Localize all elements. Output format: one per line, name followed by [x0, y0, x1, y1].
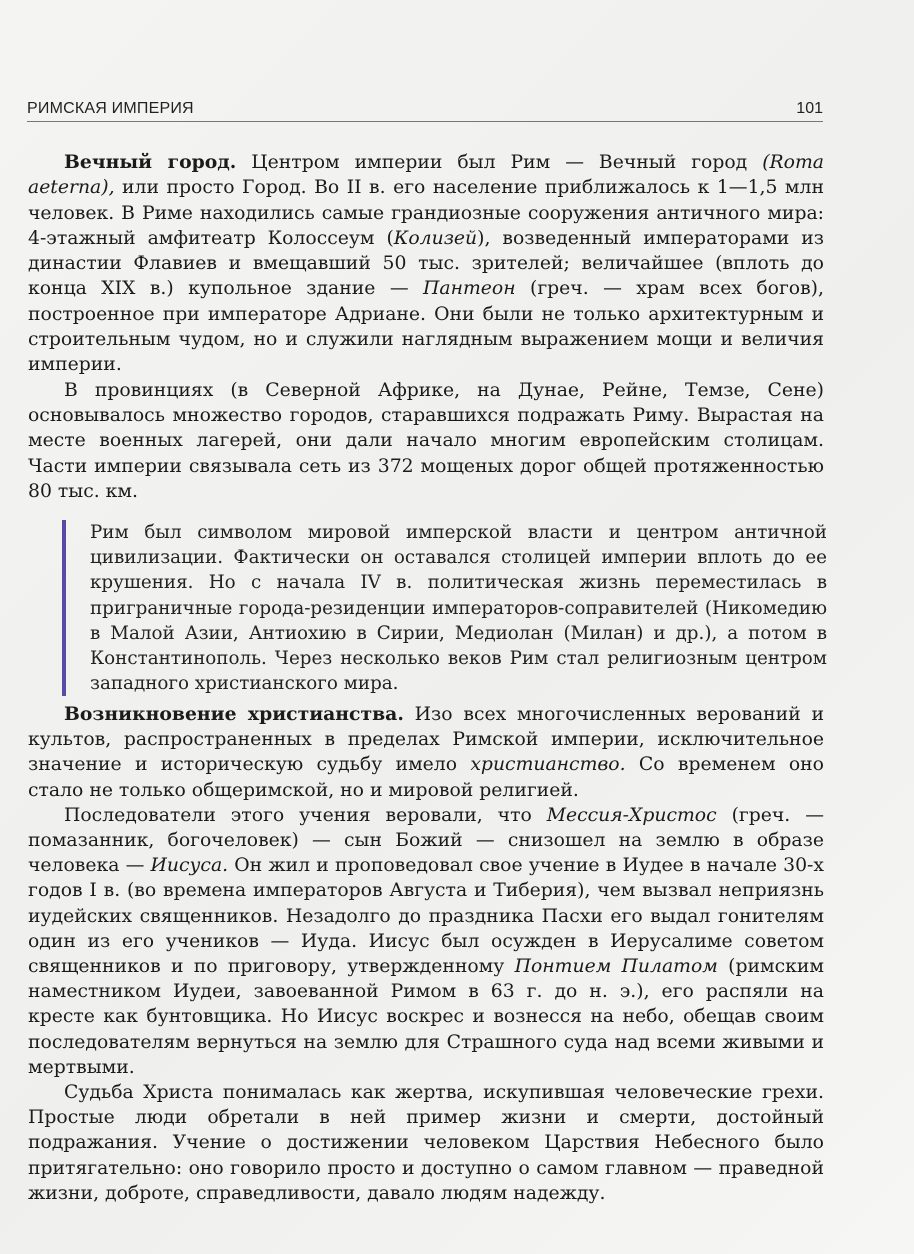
term-messiah: Мессия-Христос: [546, 804, 717, 826]
paragraph-eternal-city-1: [28, 150, 824, 378]
text-fragment: ), возведенный императорами из династии Флавиев и вмещавший 50 тыс. зрителей; величайшее (вплоть до конца XIX в.) купольное здание —: [28, 227, 824, 300]
paragraph-christianity-1: [28, 702, 824, 803]
text-fragment: (греч. — храм всех богов), построенное при императоре Адриане. Они были не только архитектурным и строительным чудом, но и служили наглядным выражением мощи и величия империи.: [28, 278, 824, 376]
running-title: РИМСКАЯ ИМПЕРИЯ: [27, 100, 194, 117]
term-pilate: Понтием Пилатом: [514, 956, 718, 978]
page-header: [27, 97, 823, 122]
term-pantheon: Пантеон: [423, 278, 516, 300]
text-fragment: (греч. — помазанник, богочеловек) — сын Божий — снизошел на землю в образе человека —: [28, 804, 824, 877]
paragraph-eternal-city-2: В провинциях (в Северной Африке, на Дунае, Рейне, Темзе, Сене) основывалось множество городов, старавшихся подражать Риму. Вырастая на месте военных лагерей, они дали начало многим европейским столицам. Части империи связывала сеть из 372 мощеных дорог общей протяженностью 80 тыс. км.: [28, 379, 824, 502]
text-fragment: Он жил и проповедовал свое учение в Иудее в начале 30-х годов I в. (во времена императоров Августа и Тиберия), чем вызвал неприязнь иудейских священников. Незадолго до праздника Пасхи его выдал гонителям один из его учеников — Иуда. Иисус был осужден в Иерусалиме советом священников и по приговору, утвержденному: [28, 855, 824, 978]
paragraph-christianity-2: [28, 803, 824, 1080]
section-heading-christianity: Возникновение христианства.: [64, 703, 404, 725]
section-christianity: [28, 702, 824, 1206]
term-christianity: христианство.: [470, 754, 626, 776]
text-fragment: Изо всех многочисленных верований и культов, распространенных в пределах Римской империи, исключительное значение и историческую судьбу имело: [28, 704, 825, 776]
text-fragment: Со временем оно стало не только общеримской, но и мировой религией.: [28, 754, 824, 801]
text-fragment: Последователи этого учения веровали, что: [64, 804, 547, 826]
text-fragment: (римским наместником Иудеи, завоеванной Римом в 63 г. до н. э.), его распяли на кресте как бунтовщика. Но Иисус воскрес и вознесся на небо, обещав своим последователям вернуться на землю для Страшного суда над всеми живыми и мертвыми.: [28, 956, 825, 1078]
paragraph-christianity-3: Судьба Христа понималась как жертва, искупившая человеческие грехи. Простые люди обретали в ней пример жизни и смерти, достойный подражания. Учение о достижении человеком Царствия Небесного было притягательно: оно говорило просто и доступно о самом главном — праведной жизни, доброте, справедливости, давало людям надежду.: [28, 1082, 824, 1204]
historical-callout: [62, 520, 827, 696]
callout-text: Рим был символом мировой имперской власти и центром античной цивилизации. Фактически он оставался столицей империи вплоть до ее крушения. Но с начала IV в. политическая жизнь переместилась в приграничные города-резиденции императоров-соправителей (Никомедию в Малой Азии, Антиохию в Сирии, Медиолан (Милан) и др.), а потом в Константинополь. Через несколько веков Рим стал религиозным центром западного христианского мира.: [90, 522, 827, 695]
term-jesus: Иисуса.: [150, 855, 229, 877]
section-eternal-city: [28, 150, 824, 504]
term-colosseum: Колизей: [393, 227, 478, 249]
text-fragment: или просто Город. Во II в. его население приближалось к 1—1,5 млн человек. В Риме находились самые грандиозные сооружения античного мира: 4-этажный амфитеатр Колоссеум (: [28, 177, 824, 249]
section-heading-eternal-city: Вечный город.: [64, 151, 237, 173]
latin-term: (Roma aeterna),: [28, 152, 824, 199]
text-fragment: Центром империи был Рим — Вечный город: [236, 152, 763, 173]
page-number: 101: [796, 100, 823, 117]
